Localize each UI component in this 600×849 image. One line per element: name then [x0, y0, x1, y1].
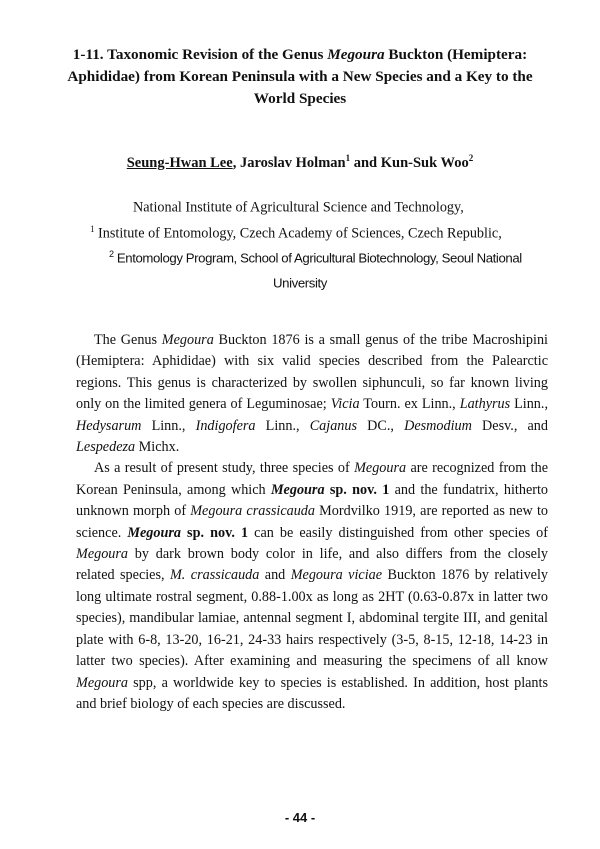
author-separator-1: , [232, 154, 240, 171]
affiliations [60, 193, 540, 293]
abstract-text-run: Lespedeza [76, 439, 136, 456]
author-separator-2: and [350, 154, 381, 171]
abstract-text-run: Megoura [76, 674, 129, 691]
abstract-text-run: Desv., and [471, 417, 548, 434]
affiliation-0 [60, 193, 540, 219]
affiliation-2 [60, 244, 540, 268]
title-part-1: 1-11. Taxonomic Revision of the Genus [72, 46, 328, 63]
title-part-2: Buckton (Hemiptera: Aphididae) from Korean Peninsula with a New Species and a Key to the World Species [67, 46, 533, 107]
abstract-text-run: Linn., [255, 417, 310, 434]
abstract-text-run: Hedysarum [76, 417, 142, 434]
abstract-text-run: spp, a worldwide key to species is established. In addition, host plants and brief biology of each species are discussed. [76, 674, 548, 712]
affiliation-text: University [273, 275, 327, 291]
affiliation-3 [60, 269, 540, 293]
abstract-text-run: Tourn. ex Linn., [359, 396, 460, 413]
author-1: Seung-Hwan Lee [126, 154, 233, 171]
abstract-text-run: The Genus [94, 332, 162, 348]
abstract-text-run: Lathyrus [459, 396, 511, 413]
abstract-text-run: sp. nov. 1 [180, 524, 249, 541]
abstract-text-run: Vicia [330, 396, 360, 413]
abstract-text-run: Buckton 1876 by relatively long ultimate rostral segment, 0.88-1.00x as long as 2HT (0.63-0.87x in latter two species), mandibular lamiae, antennal segment I, abdominal tergite III, and genital plate with 6-8, 13-20, 16-21, 24-33 hairs respectively (3-5, 8-15, 12-18, 14-23 in latter two species). After examining and measuring the specimens of all know [76, 567, 548, 670]
abstract-text-run: and the fundatrix, hitherto unknown morph of [76, 481, 548, 520]
abstract-text-run: Megoura [354, 460, 407, 477]
affiliation-text: National Institute of Agricultural Science and Technology, [133, 199, 464, 216]
abstract-text-run: are recognized from the Korean Peninsula, among which [76, 460, 548, 498]
abstract-body [76, 330, 548, 715]
abstract-text-run: by dark brown body color in life, and also differs from the closely related species, [76, 546, 548, 584]
title-genus: Megoura [327, 46, 385, 63]
author-3: Kun-Suk Woo [380, 154, 469, 171]
author-2-affiliation-mark: 1 [345, 153, 351, 163]
abstract-text-run: Megoura [270, 481, 325, 498]
affiliation-1 [60, 219, 540, 245]
abstract-text-run: sp. nov. 1 [324, 481, 390, 498]
abstract-text-run: Mordvilko 1919, are reported as new to science. [76, 503, 548, 541]
abstract-text-run: Megoura crassicauda [190, 503, 315, 520]
abstract-text-run: Megoura [76, 546, 129, 563]
affiliation-text: Entomology Program, School of Agricultural Biotechnology, Seoul National [113, 250, 522, 266]
abstract-paragraph-2 [76, 458, 548, 715]
affiliation-mark: 2 [109, 249, 114, 260]
abstract-paragraph-1 [76, 330, 548, 458]
abstract-text-run: Megoura [127, 524, 181, 541]
author-line [60, 153, 540, 172]
author-2: Jaroslav Holman [239, 154, 346, 171]
affiliation-text: Institute of Entomology, Czech Academy of Sciences, Czech Republic, [94, 225, 502, 242]
abstract-text-run: Indigofera [195, 417, 256, 434]
affiliation-mark: 1 [90, 223, 95, 234]
abstract-text-run: Linn., [510, 396, 548, 413]
abstract-text-run: Buckton 1876 is a small genus of the tribe Macroshipini (Hemiptera: Aphididae) with six valid species described from the Palearctic regions. This genus is characterized by swollen siphunculi, so far known living only on the limited genera of Leguminosae; [76, 332, 548, 413]
abstract-text-run: Megoura [161, 332, 214, 348]
abstract-text-run: Cajanus [309, 417, 358, 434]
abstract-text-run: DC., [357, 417, 405, 434]
abstract-text-run: As a result of present study, three species of [94, 460, 355, 477]
abstract-text-run: M. crassicauda [169, 567, 260, 584]
abstract-text-run: Linn., [141, 417, 196, 434]
abstract-text-run: Michx. [135, 439, 180, 456]
abstract-text-run: and [259, 567, 291, 584]
abstract-text-run: Megoura viciae [290, 567, 383, 584]
page-number: - 44 - [284, 810, 316, 825]
abstract-text-run: Desmodium [404, 417, 472, 434]
abstract-text-run: can be easily distinguished from other species of [248, 524, 549, 541]
author-3-affiliation-mark: 2 [468, 153, 474, 163]
paper-title [60, 44, 540, 110]
